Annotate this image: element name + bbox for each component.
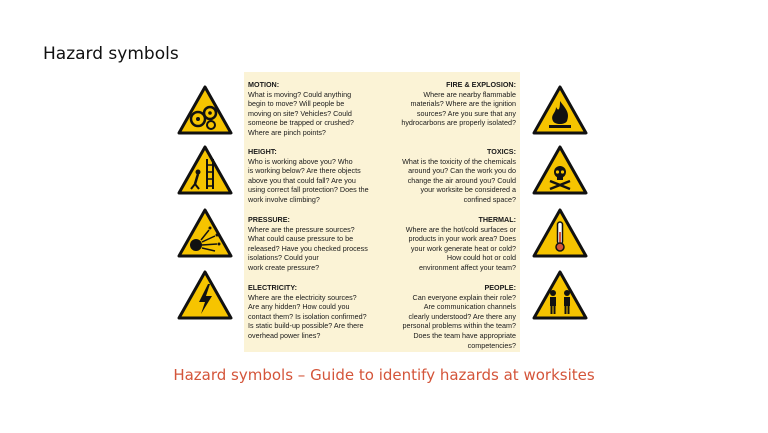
block-line: contact them? Is isolation confirmed?: [248, 311, 367, 321]
block-line: sources? Are you sure that any: [416, 108, 516, 118]
fire-explosion-block: [401, 80, 516, 128]
motion-block: [248, 80, 354, 138]
block-line: Who is working above you? Who: [248, 156, 353, 166]
people-block: [403, 283, 516, 350]
block-line: Can everyone explain their role?: [412, 292, 516, 302]
block-heading: PEOPLE:: [484, 283, 516, 292]
block-line: released? Have you checked process: [248, 243, 368, 253]
block-line: around you? Can the work you do: [408, 166, 516, 176]
block-line: How could hot or cold: [446, 253, 516, 263]
block-line: begin to move? Will people be: [248, 99, 345, 109]
block-line: confined space?: [463, 194, 516, 204]
block-line: What is moving? Could anything: [248, 89, 352, 99]
block-line: environment affect your team?: [419, 262, 516, 272]
ladder-fall-icon: [177, 145, 233, 195]
block-line: products in your work area? Does: [408, 234, 516, 244]
gears-icon: [177, 85, 233, 135]
block-heading: PRESSURE:: [248, 215, 290, 224]
block-heading: THERMAL:: [478, 215, 516, 224]
block-line: Where are the hot/cold surfaces or: [405, 224, 516, 234]
block-line: Does the team have appropriate: [413, 330, 516, 340]
block-line: using correct fall protection? Does the: [248, 185, 369, 195]
block-line: above you that could fall? Are you: [248, 175, 356, 185]
block-line: competencies?: [467, 340, 516, 350]
block-heading: ELECTRICITY:: [248, 283, 297, 292]
height-block: [248, 147, 369, 205]
block-line: Where are the pressure sources?: [248, 224, 355, 234]
page-title: Hazard symbols: [43, 44, 179, 64]
block-line: work involve climbing?: [248, 194, 320, 204]
block-line: work create pressure?: [248, 262, 320, 272]
block-line: What could cause pressure to be: [248, 234, 354, 244]
pressure-block: [248, 215, 368, 273]
block-line: is working below? Are there objects: [248, 166, 361, 176]
thermometer-icon: [532, 208, 588, 258]
thermal-block: [406, 215, 516, 273]
block-heading: MOTION:: [248, 80, 280, 89]
block-line: someone be trapped or crushed?: [248, 118, 354, 128]
electricity-block: [248, 283, 367, 341]
lightning-icon: [177, 270, 233, 320]
pressure-burst-icon: [177, 208, 233, 258]
block-line: clearly understood? Are there any: [408, 311, 516, 321]
block-line: your work generate heat or cold?: [410, 243, 516, 253]
block-line: isolations? Could your: [248, 253, 319, 263]
block-heading: FIRE & EXPLOSION:: [446, 80, 516, 89]
block-line: Where are nearby flammable: [423, 89, 516, 99]
block-heading: TOXICS:: [486, 147, 516, 156]
flame-icon: [532, 85, 588, 135]
block-line: Are communication channels: [423, 302, 516, 312]
block-line: personal problems within the team?: [402, 321, 516, 331]
people-icon: [532, 270, 588, 320]
block-line: Where are the electricity sources?: [248, 292, 357, 302]
block-heading: HEIGHT:: [248, 147, 277, 156]
block-line: Is static build-up possible? Are there: [248, 321, 364, 331]
block-line: What is the toxicity of the chemicals: [402, 156, 516, 166]
block-line: hydrocarbons are properly isolated?: [401, 118, 516, 128]
block-line: moving on site? Vehicles? Could: [248, 108, 352, 118]
hazard-guide-panel: [244, 72, 520, 352]
block-line: change the air around you? Could: [407, 175, 516, 185]
skull-crossbones-icon: [532, 145, 588, 195]
caption: Hazard symbols – Guide to identify hazards at worksites: [173, 366, 595, 384]
block-line: materials? Where are the ignition: [410, 99, 516, 109]
block-line: Are any hidden? How could you: [248, 302, 350, 312]
block-line: Where are pinch points?: [248, 127, 326, 137]
block-line: overhead power lines?: [248, 330, 321, 340]
toxics-block: [402, 147, 516, 205]
block-line: your worksite be considered a: [420, 185, 516, 195]
